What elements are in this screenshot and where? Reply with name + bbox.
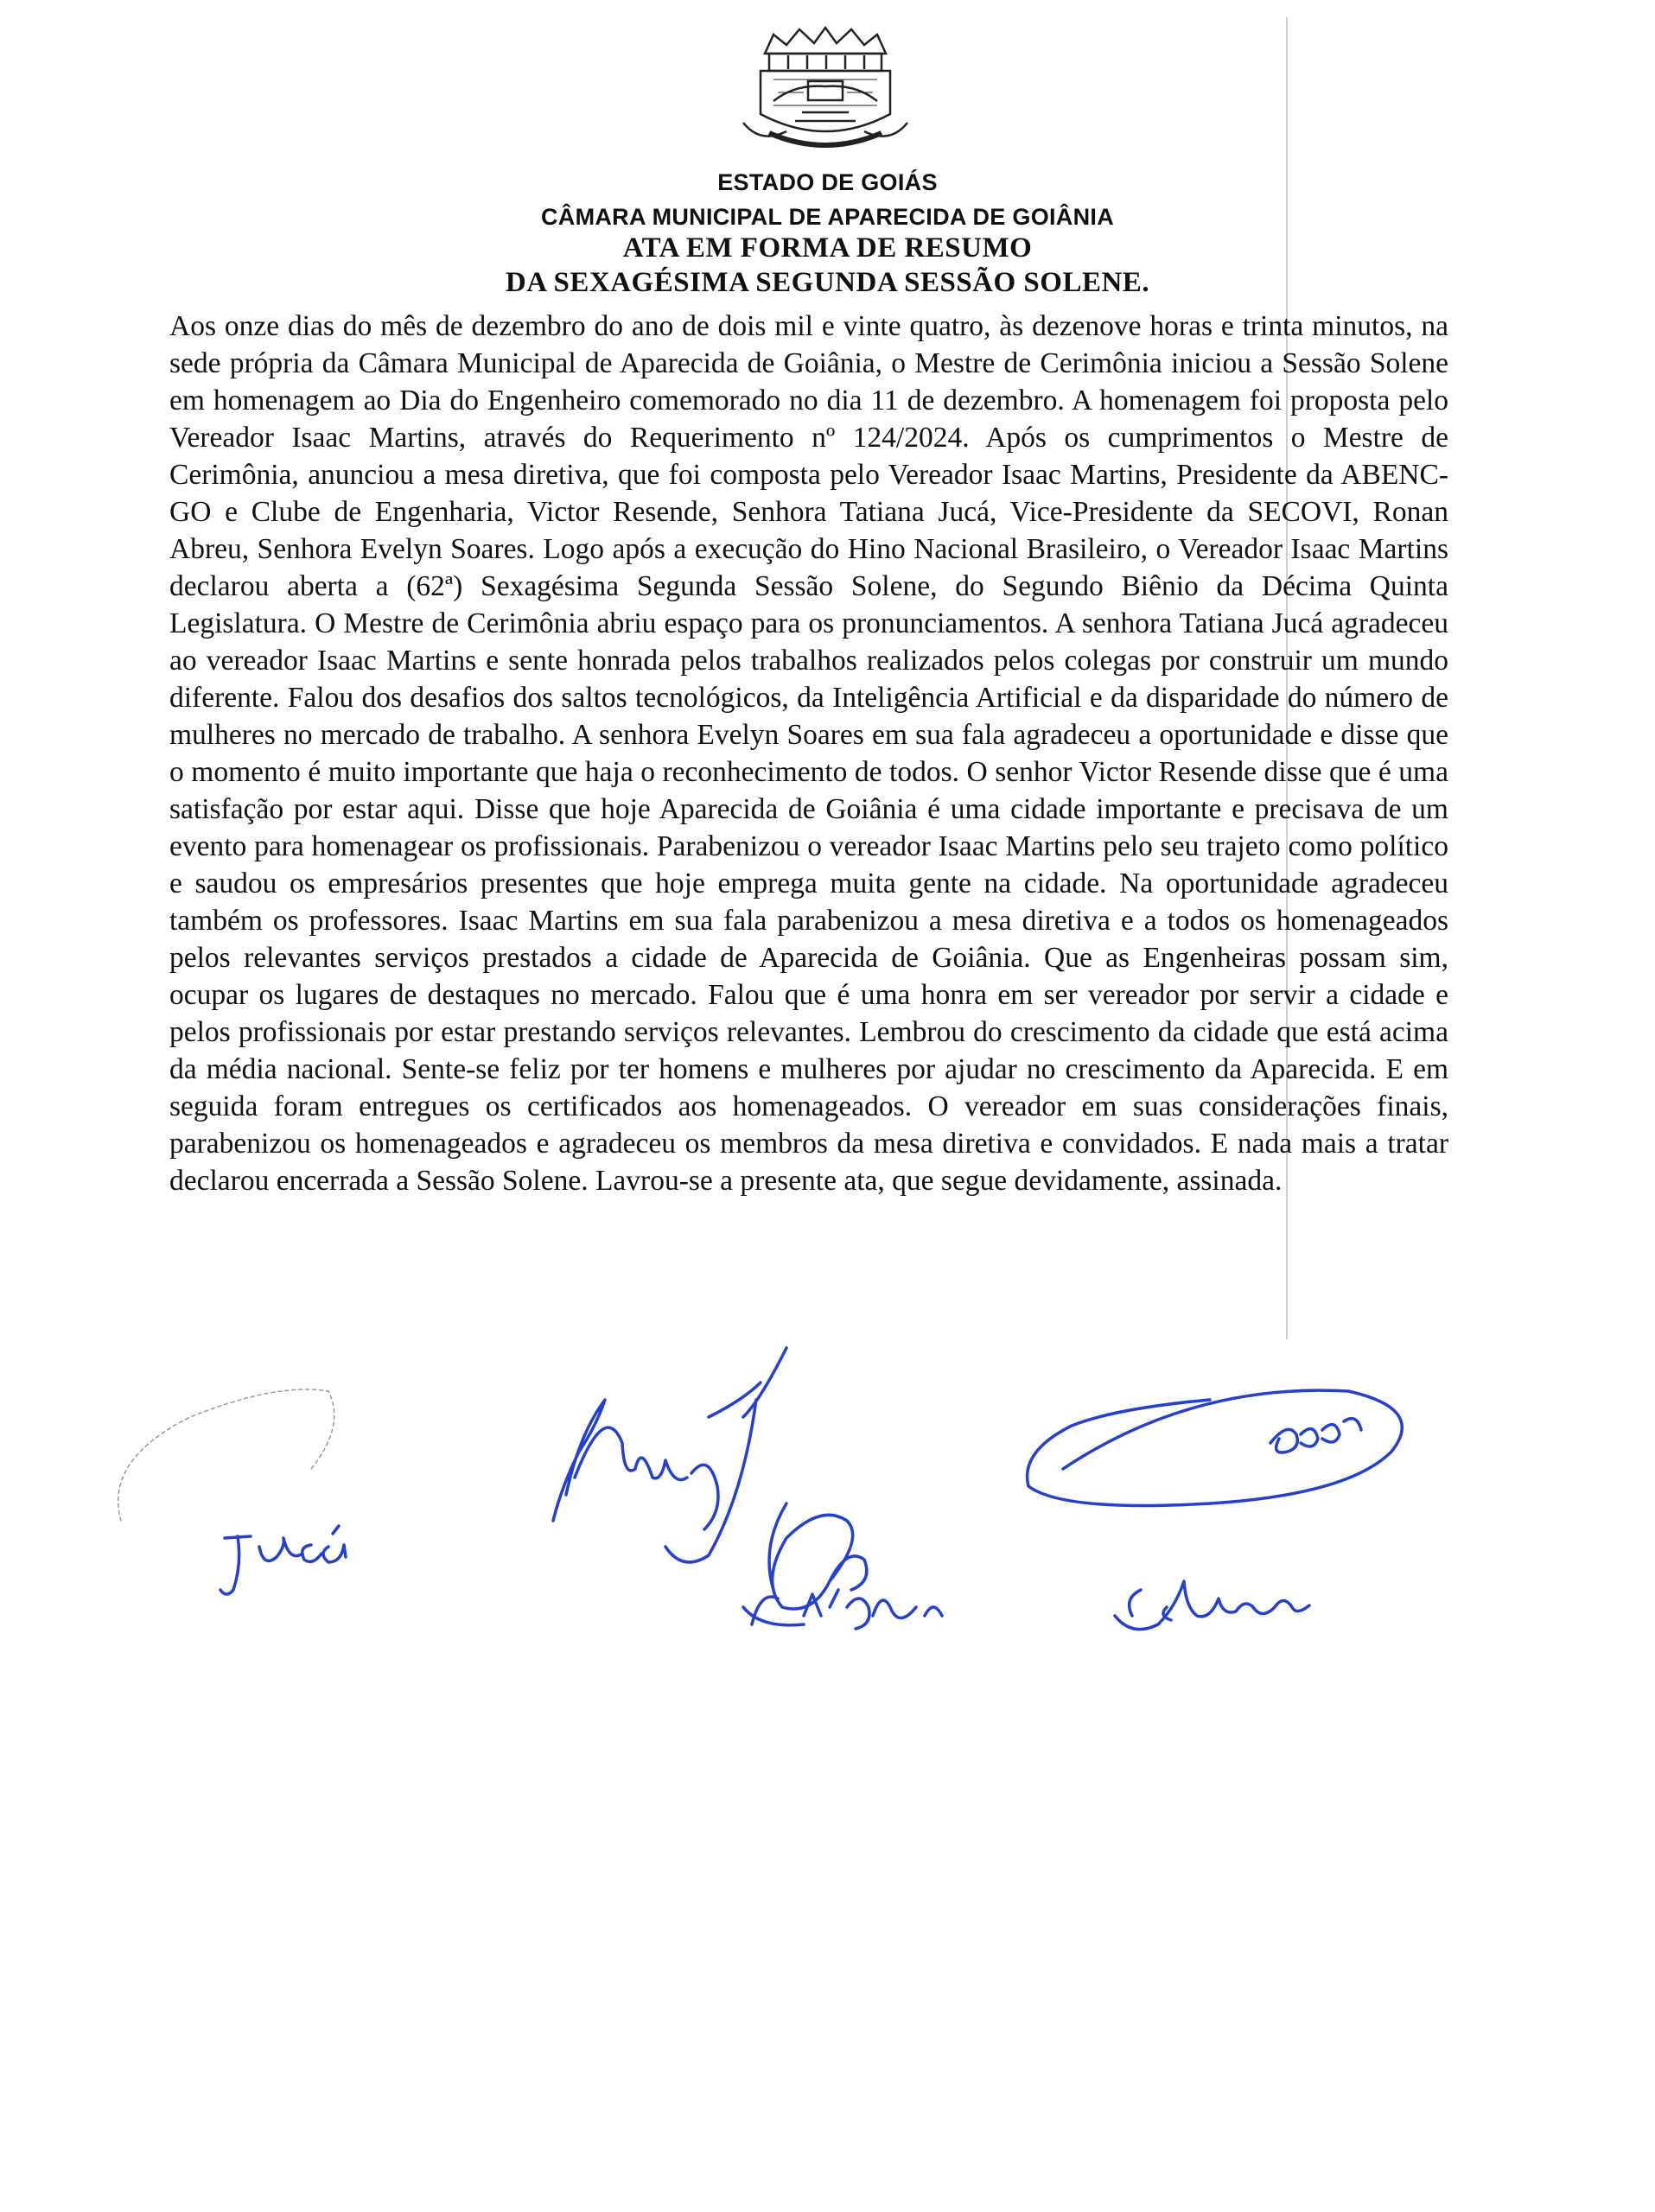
signature-luis	[553, 1348, 942, 1629]
document-title: ATA EM FORMA DE RESUMO	[622, 232, 1033, 264]
minutes-body: Aos onze dias do mês de dezembro do ano de dois mil e vinte quatro, às dezenove horas e trinta minutos, na sede própria da Câmara Municipal de Aparecida de Goiânia, o Mestre de Cerimônia iniciou a Sessão Solene em homenagem ao Dia do Engenheiro comemorado no dia 11 de dezembro. A homenagem foi proposta pelo Vereador Isaac Martins, através do Requerimento nº 124/2024. Após os cumprimentos o Mestre de Cerimônia, anunciou a mesa diretiva, que foi composta pelo Vereador Isaac Martins, Presidente da ABENC-GO e Clube de Engenharia, Victor Resende, Senhora Tatiana Jucá, Vice-Presidente da SECOVI, Ronan Abreu, Senhora Evelyn Soares. Logo após a execução do Hino Nacional Brasileiro, o Vereador Isaac Martins declarou aberta a (62ª) Sexagésima Segunda Sessão Solene, do Segundo Biênio da Décima Quinta Legislatura. O Mestre de Cerimônia abriu espaço para os pronunciamentos. A senhora Tatiana Jucá agradeceu ao vereador Isaac Martins e sente honrada pelos trabalhos realizados pelos colegas por construir um mundo diferente. Falou dos desafios dos saltos tecnológicos, da Inteligência Artificial e da disparidade do número de mulheres no mercado de trabalho. A senhora Evelyn Soares em sua fala agradeceu a oportunidade e disse que o momento é muito importante que haja o reconhecimento de todos. O senhor Victor Resende disse que é uma satisfação por estar aqui. Disse que hoje Aparecida de Goiânia é uma cidade importante e precisava de um evento para homenagear os profissionais. Parabenizou o vereador Isaac Martins pelo seu trajeto como político e saudou os empresários presentes que hoje emprega muita gente na cidade. Na oportunidade agradeceu também os professores. Isaac Martins em sua fala parabenizou a mesa diretiva e a todos os homenageados pelos relevantes serviços prestados a cidade de Aparecida de Goiânia. Que as Engenheiras possam sim, ocupar os lugares de destaques no mercado. Falou que é uma honra em ser vereador por servir a cidade e pelos profissionais por estar prestando serviços relevantes. Lembrou do crescimento da cidade que está acima da média nacional. Sente-se feliz por ter homens e mulheres por ajudar no crescimento da Aparecida. E em seguida foram entregues os certificados aos homenageados. O vereador em suas considerações finais, parabenizou os homenageados e agradeceu os membros da mesa diretiva e convidados. E nada mais a tratar declarou encerrada a Sessão Solene. Lavrou-se a presente ata, que segue devidamente, assinada.	[169, 310, 1448, 1197]
state-heading: ESTADO DE GOIÁS	[717, 169, 938, 195]
document-subtitle: DA SEXAGÉSIMA SEGUNDA SESSÃO SOLENE.	[505, 267, 1150, 298]
signature-juca	[118, 1389, 346, 1594]
coat-of-arms-icon	[735, 19, 916, 157]
signatures-block	[0, 1331, 1655, 1694]
chamber-heading: CÂMARA MUNICIPAL DE APARECIDA DE GOIÂNIA	[540, 204, 1114, 230]
signature-isaac	[1028, 1390, 1403, 1630]
